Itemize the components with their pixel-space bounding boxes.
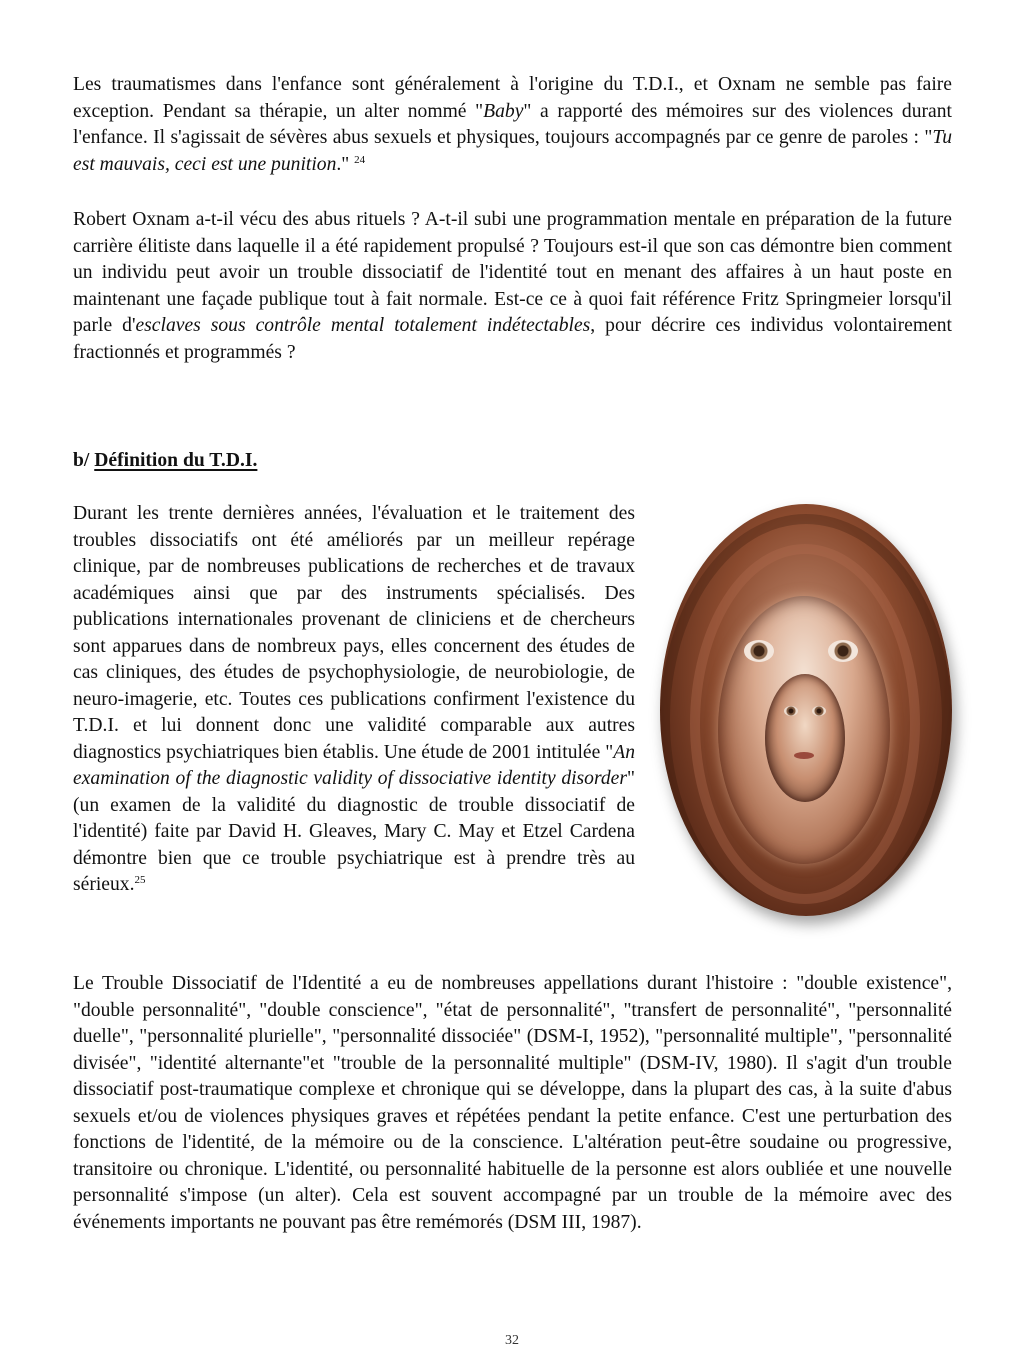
text-run: " a rapporté des mémoires sur des violences durant l'enfance. Il s'agissait de sévères abus sexuels et physiques, toujours accompagnés par ce genre de paroles : " [73,100,952,148]
eye [744,640,774,662]
text-run: ." [336,153,355,175]
portrait-image [660,504,952,916]
section-title: Définition du T.D.I. [94,450,258,471]
illustration-oval-portrait [652,498,952,928]
text-run: Robert Oxnam a-t-il vécu des abus rituels ? A-t-il subi une programmation mentale en préparation de la future carrière élitiste dans laquelle il a été rapidement propulsé ? Toujours est-il que son cas démontre bien comment un individu peut avoir un trouble dissociatif de l'identité tout en menant des affaires à un haut poste en maintenant une façade publique tout à fait normale. Est-ce ce à quoi fait référence Fritz Springmeier lorsqu'il parle d' [73,209,952,336]
mouth [794,752,814,759]
eye [828,640,858,662]
italic-alter-name: Baby [483,100,524,122]
innermost-face-frame [765,674,845,802]
text-run: Durant les trente dernières années, l'évaluation et le traitement des troubles dissociatifs ont été améliorés par un meilleur repérage clinique, par de nombreuses publications de recherches et de travaux académiques ainsi que par des instruments spécialisés. Des publications internationales provenant de cliniciens et de chercheurs sont apparues dans de nombreux pays, elles concernent des études de cas cliniques, des études de psychophysiologie, de neurobiologie, de neuro-imagerie, etc. Toutes ces publications confirment l'existence du T.D.I. et lui donnent donc une validité comparable aux autres diagnostics psychiatriques bien établis. Une étude de 2001 intitulée " [73,503,635,763]
italic-study-title: An examination of the diagnostic validity of dissociative identity disorder [73,741,635,789]
footnote-ref-24[interactable]: 24 [354,153,366,166]
paragraph-definition [73,501,635,899]
text-run: " (un examen de la validité du diagnostic de trouble dissociatif de l'identité) faite par David H. Gleaves, Mary C. May et Etzel Cardena démontre bien que ce trouble psychiatrique est à prendre très au sérieux. [73,768,635,895]
italic-quote: esclaves sous contrôle mental totalement indétectables [135,315,591,336]
paragraph-ritual-abuse [73,207,952,366]
text-run: Les traumatismes dans l'enfance sont généralement à l'origine du T.D.I., et Oxnam ne semble pas faire exception. Pendant sa thérapie, un alter nommé " [73,74,952,122]
paragraph-appellations: Le Trouble Dissociatif de l'Identité a eu de nombreuses appellations durant l'histoire : "double existence", "double personnalité", "double conscience", "état de personnalité", "transfert de personnalité", "personnalité duelle", "personnalité plurielle", "personnalité dissociée" (DSM-I, 1952), "personnalité multiple", "personnalité divisée", "identité alternante"et "trouble de la personnalité multiple" (DSM-IV, 1980). Il s'agit d'un trouble dissociatif post-traumatique complexe et chronique qui se développe, dans la plupart des cas, à la suite d'abus sexuels et/ou de violences physiques graves et répétées pendant la petite enfance. C'est une perturbation des fonctions de l'identité, de la mémoire ou de la conscience. L'altération peut-être soudaine ou progressive, transitoire ou chronique. L'identité, ou personnalité habituelle de la personne est alors oubliée et une nouvelle personnalité s'impose (un alter). Cela est souvent accompagné par un trouble de la mémoire avec des événements importants ne pouvant pas être remémorés (DSM III, 1987). [73,973,952,1233]
section-heading [73,448,257,474]
section-number: b/ [73,450,95,471]
italic-quote: Tu est mauvais, ceci est une punition [73,127,952,175]
footnote-ref-25[interactable]: 25 [134,874,146,886]
text-run: , pour décrire ces individus volontairement fractionnés et programmés ? [73,315,953,363]
page-number: 32 [505,1333,519,1348]
eye [784,706,798,716]
paragraph-childhood-trauma [73,72,952,178]
eye [812,706,826,716]
